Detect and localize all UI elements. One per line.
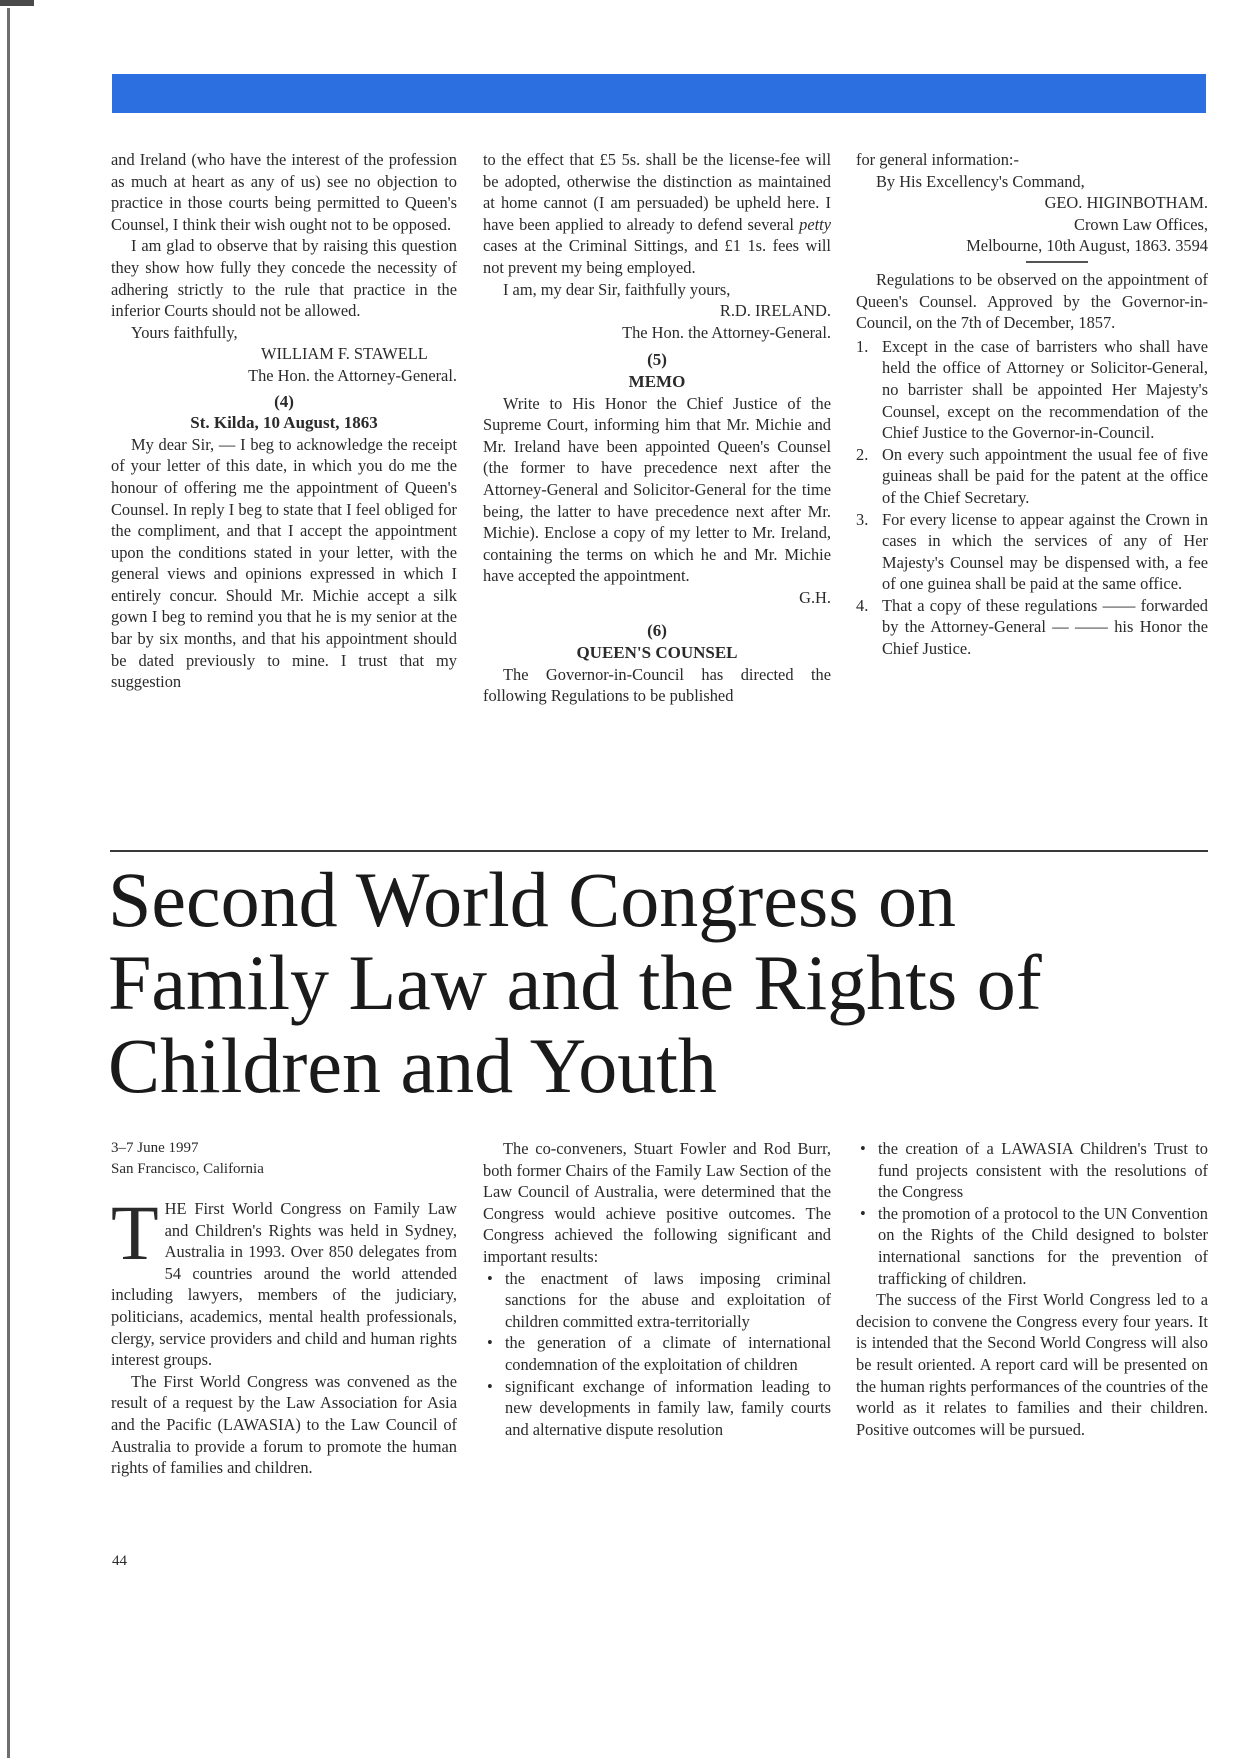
letter-signature: R.D. IRELAND. — [719, 301, 831, 321]
article-column-2 — [483, 1138, 831, 1440]
bullet-item: • significant exchange of information leading to new developments in family law, family courts and alternative dispute resolution — [483, 1376, 831, 1441]
paragraph: The success of the First World Congress led to a decision to convene the Congress every four years. It is intended that the Second World Congress will also be result oriented. A report card will be presented on the human rights performances of the countries of the world as it relates to families and their children. Positive outcomes will be pursued. — [856, 1290, 1208, 1439]
letter-closing: Yours faithfully, — [131, 322, 238, 342]
paragraph: I am glad to observe that by raising this question they show how fully they concede the necessity of adhering strictly to the rule that practice in the inferior Courts should not be allowed. — [111, 236, 457, 321]
section-number: (5) — [647, 350, 667, 370]
paragraph: My dear Sir, — I beg to acknowledge the receipt of your letter of this date, in which you do me the honour of offering me the appointment of Queen's Counsel. In reply I beg to state that I feel obliged for the compliment, and that I accept the appointment upon the conditions stated in your letter, with the general views and opinions expressed in which I entirely concur. Should Mr. Michie accept a silk gown I beg to remind you that he is my senior at the bar by six months, and that his appointment should be dated previously to mine. I trust that my suggestion — [111, 434, 457, 692]
regulation-number: 3. — [856, 509, 869, 529]
italic-text: petty — [799, 214, 831, 234]
regulation-number: 4. — [856, 595, 869, 615]
paragraph: The co-conveners, Stuart Fowler and Rod Burr, both former Chairs of the Family Law Section of the Law Council of Australia, were determined that the Congress would achieve positive outcomes. The Congress achieved the following significant and important results: — [483, 1139, 831, 1266]
regulation-item — [856, 336, 1208, 444]
section-number: (4) — [274, 391, 294, 411]
drop-cap: T — [111, 1189, 159, 1276]
paragraph: The First World Congress was convened as the result of a request by the Law Association for Asia and the Pacific (LAWASIA) to the Law Council of Australia to provide a forum to promote the human rights of families and children. — [111, 1371, 457, 1478]
top-column-1 — [111, 149, 457, 693]
paragraph: and Ireland (who have the interest of the profession as much at heart as any of us) see no objection to practice in those courts being permitted to Queen's Counsel, I think their wish ought not to be opposed. — [111, 150, 457, 234]
header-color-bar — [112, 74, 1206, 113]
article-date: 3–7 June 1997 — [111, 1140, 199, 1156]
bullet-item: • the generation of a climate of international condemnation of the exploitation of children — [483, 1332, 831, 1375]
scan-edge-mark — [0, 0, 34, 6]
letter-addressee: The Hon. the Attorney-General. — [622, 322, 831, 342]
bullet-item: • the promotion of a protocol to the UN Convention on the Rights of the Child designed to bolster international sanctions for the prevention of trafficking of children. — [856, 1203, 1208, 1289]
gazette-office: Crown Law Offices, — [1074, 214, 1208, 234]
regulation-number: 2. — [856, 444, 869, 464]
regulation-item — [856, 509, 1208, 595]
regulation-text: For every license to appear against the Crown in cases in which the services of any of Her Majesty's Counsel may be dispensed with, a fee of one guinea shall be paid at the same office. — [882, 509, 1208, 594]
section-number: (6) — [647, 621, 667, 641]
gazette-command: By His Excellency's Command, — [876, 171, 1085, 191]
top-column-3 — [856, 149, 1208, 660]
regulation-text: Except in the case of barristers who shall have held the office of Attorney or Solicitor-General, no barrister shall be appointed Her Majesty's Counsel, except on the recommendation of the Chief Justice to the Governor-in-Council. — [882, 336, 1208, 443]
regulation-text: That a copy of these regulations —— forwarded by the Attorney-General — —— his Honor the Chief Justice. — [882, 595, 1208, 659]
article-column-1 — [111, 1138, 457, 1479]
bullet-item: • the creation of a LAWASIA Children's Trust to fund projects consistent with the resolutions of the Congress — [856, 1138, 1208, 1203]
bullet-item: • the enactment of laws imposing criminal sanctions for the abuse and exploitation of children committed extra-territorially — [483, 1268, 831, 1333]
article-title: Second World Congress on Family Law and the Rights of Children and Youth — [108, 856, 1042, 1109]
paragraph: for general information:- — [856, 150, 1019, 169]
top-column-2 — [483, 149, 831, 707]
regulation-text: On every such appointment the usual fee of five guineas shall be paid for the patent at the office of the Chief Secretary. — [882, 444, 1208, 507]
paragraph: The Governor-in-Council has directed the following Regulations to be published — [483, 664, 831, 706]
letter-signature: WILLIAM F. STAWELL — [261, 344, 428, 364]
paragraph — [483, 149, 831, 279]
section-heading: MEMO — [628, 371, 686, 391]
article-column-3 — [856, 1138, 1208, 1440]
gazette-place-date: Melbourne, 10th August, 1863. 3594 — [966, 236, 1208, 256]
gazette-name: GEO. HIGINBOTHAM. — [1044, 193, 1208, 213]
paragraph — [111, 1189, 457, 1371]
section-heading: St. Kilda, 10 August, 1863 — [190, 413, 378, 433]
results-list-continued — [856, 1138, 1208, 1289]
text-run: HE First World Congress on Family Law and Children's Rights was held in Sydney, Australia in 1993. Over 850 delegates from 54 countries around the world attended including lawyers, members of the judiciary, politicians, academics, mental health professionals, clergy, service providers and child and human rights interest groups. — [111, 1199, 457, 1370]
paragraph: Write to His Honor the Chief Justice of the Supreme Court, informing him that Mr. Michie and Mr. Ireland have been appointed Queen's Counsel (the former to have precedence next after the Attorney-General and Solicitor-General for the time being, the latter to have precedence next after Mr. Michie). Enclose a copy of my letter to Mr. Ireland, containing the terms on which he and Mr. Michie have accepted the appointment. — [483, 393, 831, 586]
regulation-item — [856, 444, 1208, 509]
page-number: 44 — [112, 1553, 127, 1569]
letter-closing: I am, my dear Sir, faithfully yours, — [503, 279, 731, 299]
text-run: cases at the Criminal Sittings, and £1 1s. fees will not prevent my being employed. — [483, 236, 831, 277]
regulation-number: 1. — [856, 336, 869, 356]
text-run: to the effect that £5 5s. shall be the license-fee will be adopted, otherwise the distinction as maintained at home cannot (I am persuaded) be upheld here. I have been applied to already to defend several — [483, 150, 831, 234]
paragraph: Regulations to be observed on the appointment of Queen's Counsel. Approved by the Governor-in-Council, on the 7th of December, 1857. — [856, 269, 1208, 333]
short-divider — [1026, 261, 1088, 263]
letter-addressee: The Hon. the Attorney-General. — [248, 365, 457, 385]
article-location: San Francisco, California — [111, 1161, 264, 1177]
results-list — [483, 1268, 831, 1441]
section-divider — [110, 850, 1208, 852]
regulations-list — [856, 336, 1208, 660]
scan-edge-line — [7, 8, 10, 1758]
memo-initials: G.H. — [799, 587, 831, 607]
section-heading: QUEEN'S COUNSEL — [576, 643, 738, 663]
regulation-item — [856, 595, 1208, 660]
